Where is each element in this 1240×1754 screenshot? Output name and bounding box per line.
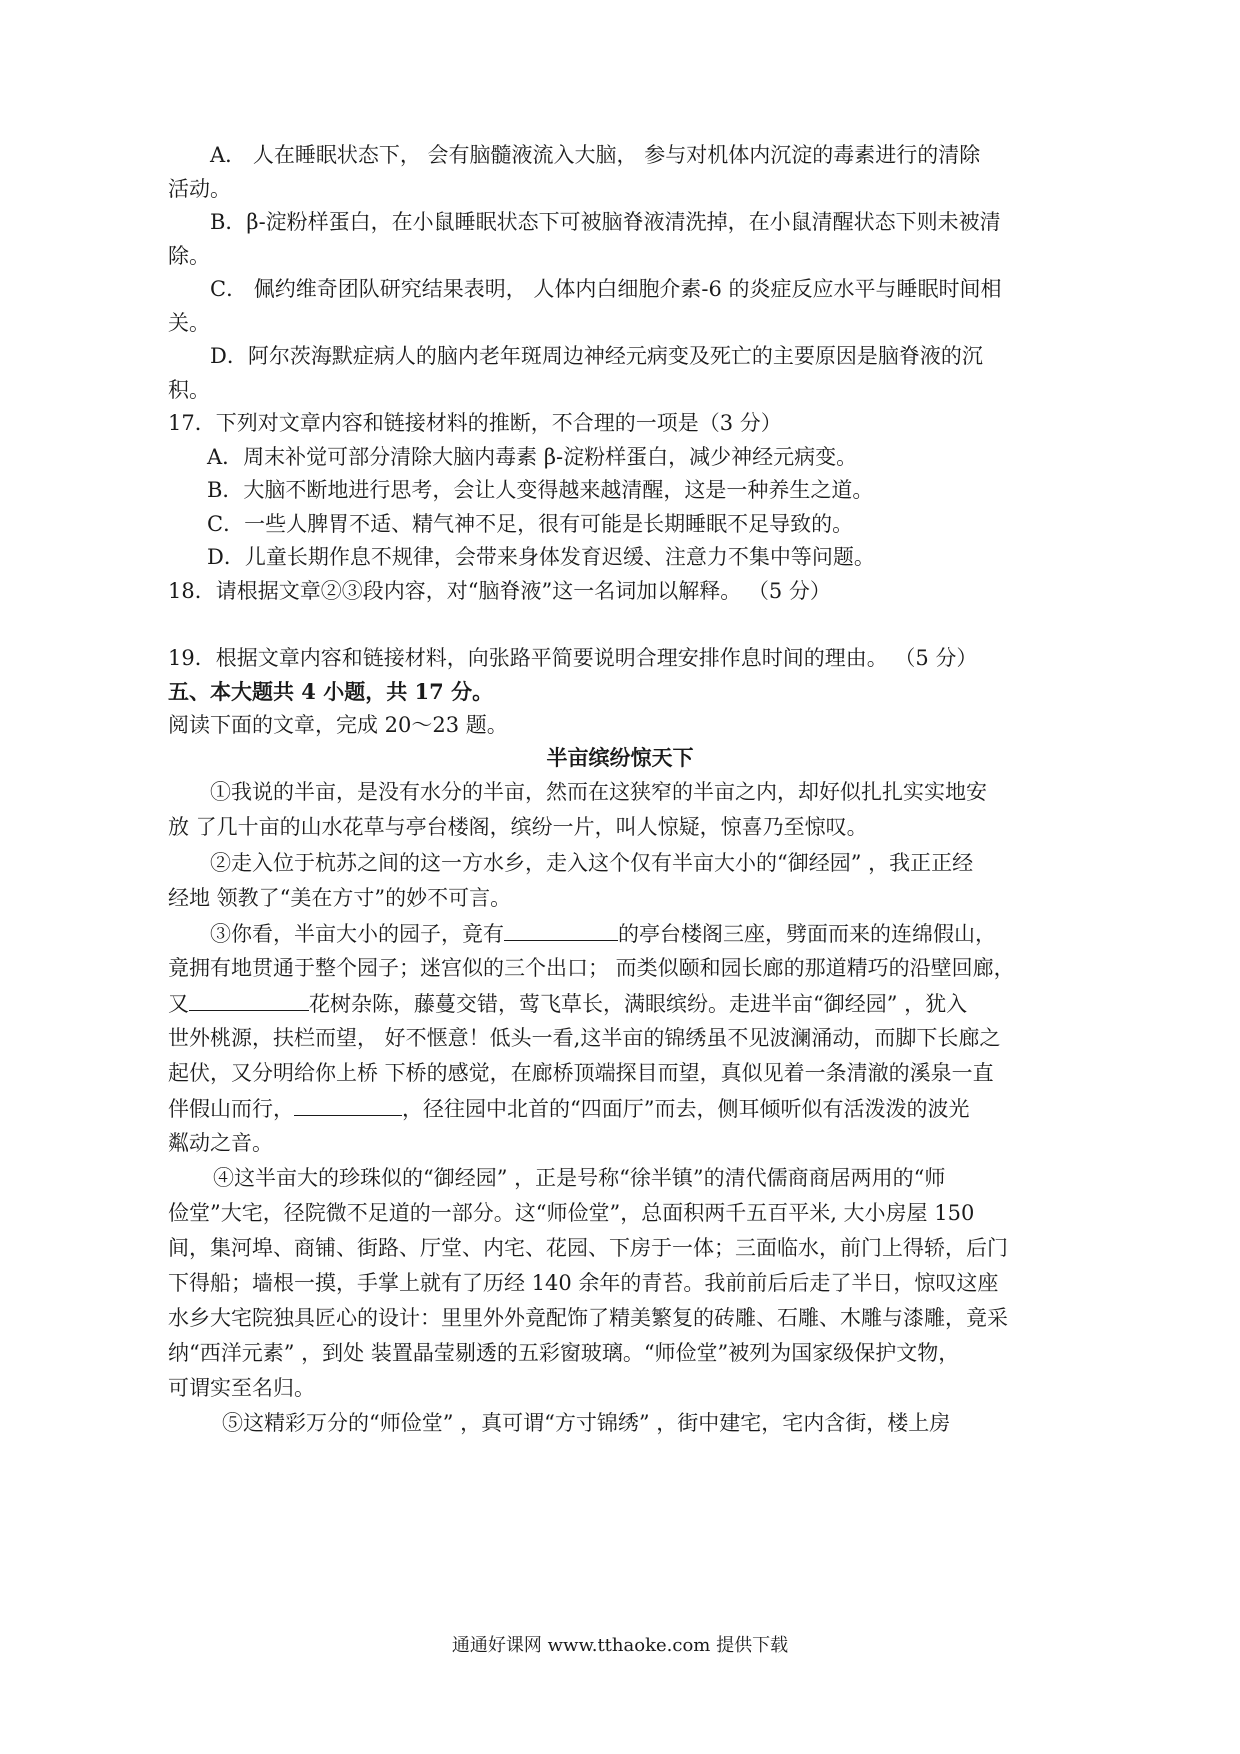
passage-p3-line2: 竟拥有地贯通于整个园子；迷宫似的三个出口； 而类似颐和园长廊的那道精巧的沿壁回廊， xyxy=(168,956,1015,980)
section-heading: 五、本大题共 4 小题，共 17 分。 xyxy=(168,679,494,704)
passage-p4-line6: 纳“西洋元素” ，到处 装置晶莹剔透的五彩窗玻璃。“师俭堂”被列为国家级保护文物， xyxy=(168,1341,960,1365)
q16-option-a-line2: 活动。 xyxy=(168,177,231,201)
passage-p3-line5: 起伏，又分明给你上桥 下桥的感觉，在廊桥顶端探目而望，真似见着一条清澈的溪泉一直 xyxy=(168,1061,994,1085)
passage-p2-line2: 经地 领教了“美在方寸”的妙不可言。 xyxy=(168,886,512,910)
q16-option-c-line1: C． 佩约维奇团队研究结果表明， 人体内白细胞介素-6 的炎症反应水平与睡眠时间相 xyxy=(210,277,1002,301)
passage-p5-line1: ⑤这精彩万分的“师俭堂” ，真可谓“方寸锦绣” ，街中建宅，宅内含街，楼上房 xyxy=(222,1411,951,1435)
fill-blank-1[interactable] xyxy=(504,918,618,941)
passage-p4-line7: 可谓实至名归。 xyxy=(168,1376,315,1400)
q16-option-d-line1: D．阿尔茨海默症病人的脑内老年斑周边神经元病变及死亡的主要原因是脑脊液的沉 xyxy=(210,344,983,368)
passage-p1-line1: ①我说的半亩，是没有水分的半亩，然而在这狭窄的半亩之内，却好似扎扎实实地安 xyxy=(210,780,987,804)
passage-p4-line5: 水乡大宅院独具匠心的设计：里里外外竟配饰了精美繁复的砖雕、石雕、木雕与漆雕，竟采 xyxy=(168,1306,1008,1330)
passage-text: 的亭台楼阁三座，劈面而来的连绵假山， xyxy=(618,922,996,946)
passage-p3-line1 xyxy=(210,918,996,949)
passage-p3-line6 xyxy=(168,1093,969,1124)
q16-option-d-line2: 积。 xyxy=(168,378,210,402)
q17-option-d: D．儿童长期作息不规律，会带来身体发育迟缓、注意力不集中等问题。 xyxy=(207,545,875,569)
passage-text: 又 xyxy=(168,992,189,1016)
passage-title: 半亩缤纷惊天下 xyxy=(546,745,694,770)
passage-text: 伴假山而行， xyxy=(168,1097,294,1121)
section-instruction: 阅读下面的文章，完成 20～23 题。 xyxy=(168,713,508,737)
passage-text: ③你看，半亩大小的园子，竟有 xyxy=(210,922,504,946)
passage-p3-line7: 粼动之音。 xyxy=(168,1131,273,1155)
passage-p1-line2: 放 了几十亩的山水花草与亭台楼阁，缤纷一片，叫人惊疑，惊喜乃至惊叹。 xyxy=(168,815,868,839)
q16-option-a-line1: A． 人在睡眠状态下， 会有脑髓液流入大脑， 参与对机体内沉淀的毒素进行的清除 xyxy=(210,143,981,167)
q16-option-c-line2: 关。 xyxy=(168,311,210,335)
q16-option-b-line1: B．β-淀粉样蛋白，在小鼠睡眠状态下可被脑脊液清洗掉，在小鼠清醒状态下则未被清 xyxy=(210,210,1001,234)
fill-blank-2[interactable] xyxy=(189,988,309,1011)
passage-p4-line3: 间，集河埠、商铺、街路、厅堂、内宅、花园、下房于一体；三面临水，前门上得轿，后门 xyxy=(168,1236,1008,1260)
passage-p3-line4: 世外桃源，扶栏而望， 好不惬意！低头一看,这半亩的锦绣虽不见波澜涌动，而脚下长廊之 xyxy=(168,1026,1001,1050)
page-footer: 通通好课网 www.tthaoke.com 提供下载 xyxy=(451,1635,789,1656)
passage-p4-line4: 下得船；墙根一摸，手掌上就有了历经 140 余年的青苔。我前前后后走了半日，惊叹这座 xyxy=(168,1271,999,1295)
q19-stem: 19．根据文章内容和链接材料，向张路平简要说明合理安排作息时间的理由。 （5 分） xyxy=(168,646,978,670)
passage-text: ，径往园中北首的“四面厅”而去，侧耳倾听似有活泼泼的波光 xyxy=(402,1097,970,1121)
fill-blank-3[interactable] xyxy=(294,1093,402,1116)
q17-option-a: A．周末补觉可部分清除大脑内毒素 β-淀粉样蛋白，减少神经元病变。 xyxy=(207,445,858,469)
q17-stem: 17．下列对文章内容和链接材料的推断，不合理的一项是（3 分） xyxy=(168,411,782,435)
passage-p2-line1: ②走入位于杭苏之间的这一方水乡，走入这个仅有半亩大小的“御经园” ，我正正经 xyxy=(210,851,974,875)
q17-option-b: B．大脑不断地进行思考，会让人变得越来越清醒，这是一种养生之道。 xyxy=(207,478,874,502)
passage-text: 花树杂陈，藤蔓交错，莺飞草长，满眼缤纷。走进半亩“御经园” ，犹入 xyxy=(309,992,968,1016)
q17-option-c: C．一些人脾胃不适、精气神不足，很有可能是长期睡眠不足导致的。 xyxy=(207,512,854,536)
passage-p4-line2: 俭堂”大宅，径院微不足道的一部分。这“师俭堂”，总面积两千五百平米, 大小房屋 150 xyxy=(168,1201,975,1225)
passage-p4-line1: ④这半亩大的珍珠似的“御经园” ，正是号称“徐半镇”的清代儒商商居两用的“师 xyxy=(213,1166,946,1190)
q18-stem: 18．请根据文章②③段内容，对“脑脊液”这一名词加以解释。 （5 分） xyxy=(168,579,831,603)
passage-p3-line3 xyxy=(168,988,967,1019)
q16-option-b-line2: 除。 xyxy=(168,244,210,268)
